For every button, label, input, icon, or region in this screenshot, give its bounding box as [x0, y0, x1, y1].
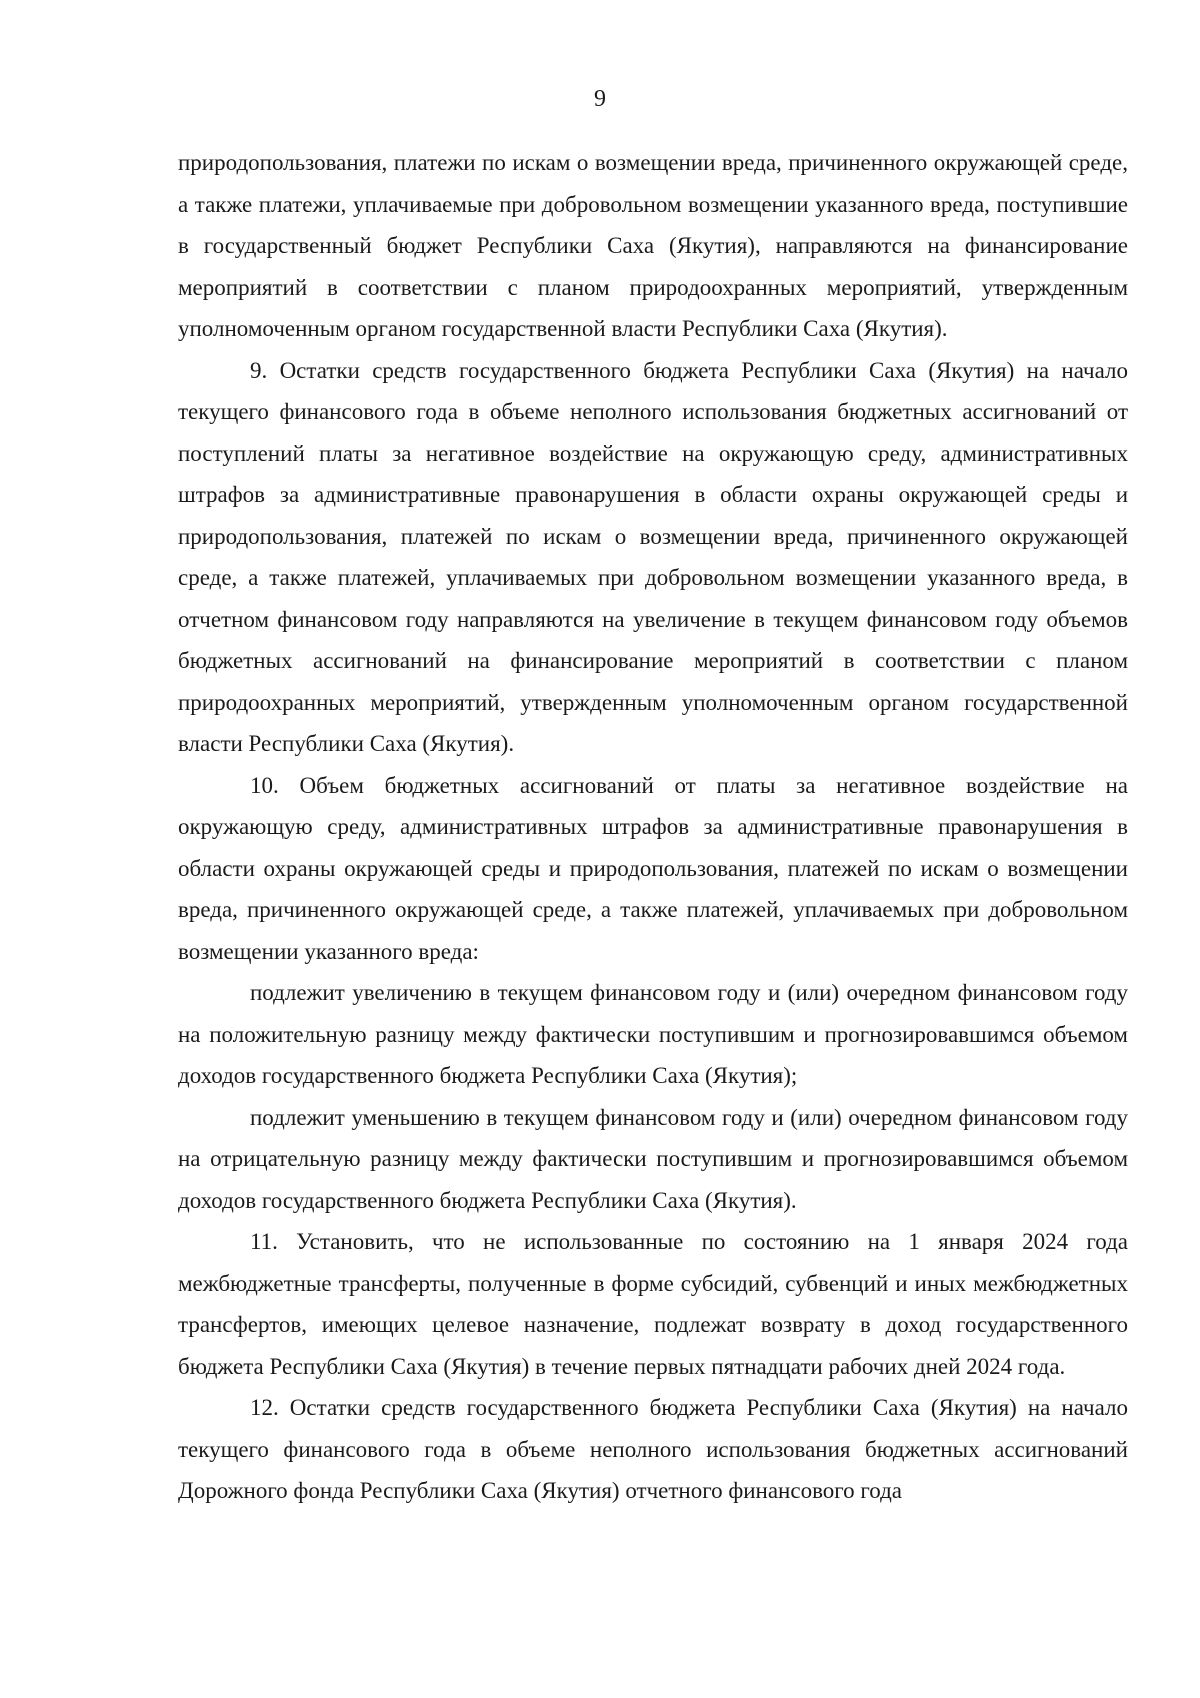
- paragraph-item-11: 11. Установить, что не использованные по состоянию на 1 января 2024 года межбюджетные трансферты, полученные в форме субсидий, субвенций и иных межбюджетных трансфертов, имеющих целевое назначение, подлежат возврату в доход государственного бюджета Республики Саха (Якутия) в течение первых пятнадцати рабочих дней 2024 года.: [178, 1229, 1128, 1379]
- paragraph-item-10-increase: подлежит увеличению в текущем финансовом году и (или) очередном финансовом году на положительную разницу между фактически поступившим и прогнозировавшимся объемом доходов государственного бюджета Республики Саха (Якутия);: [178, 980, 1128, 1088]
- paragraph-item-10-decrease: подлежит уменьшению в текущем финансовом году и (или) очередном финансовом году на отрицательную разницу между фактически поступившим и прогнозировавшимся объемом доходов государственного бюджета Республики Саха (Якутия).: [178, 1104, 1128, 1213]
- paragraph-item-10: 10. Объем бюджетных ассигнований от платы за негативное воздействие на окружающую среду, административных штрафов за административные правонарушения в области охраны окружающей среды и природопользования, платежей по искам о возмещении вреда, причиненного окружающей среде, а также платежей, уплачиваемых при добровольном возмещении указанного вреда:: [178, 772, 1128, 964]
- page-number: 9: [594, 86, 606, 112]
- paragraph-continuation: природопользования, платежи по искам о возмещении вреда, причиненного окружающей среде, а также платежи, уплачиваемые при добровольном возмещении указанного вреда, поступившие в государственный бюджет Республики Саха (Якутия), направляются на финансирование мероприятий в соответствии с планом природоохранных мероприятий, утвержденным уполномоченным органом государственной власти Республики Саха (Якутия).: [178, 150, 1128, 341]
- document-body: [178, 142, 1128, 1512]
- paragraph-item-9: 9. Остатки средств государственного бюджета Республики Саха (Якутия) на начало текущего финансового года в объеме неполного использования бюджетных ассигнований от поступлений платы за негативное воздействие на окружающую среду, административных штрафов за административные правонарушения в области охраны окружающей среды и природопользования, платежей по искам о возмещении вреда, причиненного окружающей среде, а также платежей, уплачиваемых при добровольном возмещении указанного вреда, в отчетном финансовом году направляются на увеличение в текущем финансовом году объемов бюджетных ассигнований на финансирование мероприятий в соответствии с планом природоохранных мероприятий, утвержденным уполномоченным органом государственной власти Республики Саха (Якутия).: [178, 357, 1128, 756]
- paragraph-item-12: 12. Остатки средств государственного бюджета Республики Саха (Якутия) на начало текущего финансового года в объеме неполного использования бюджетных ассигнований Дорожного фонда Республики Саха (Якутия) отчетного финансового года: [178, 1395, 1128, 1503]
